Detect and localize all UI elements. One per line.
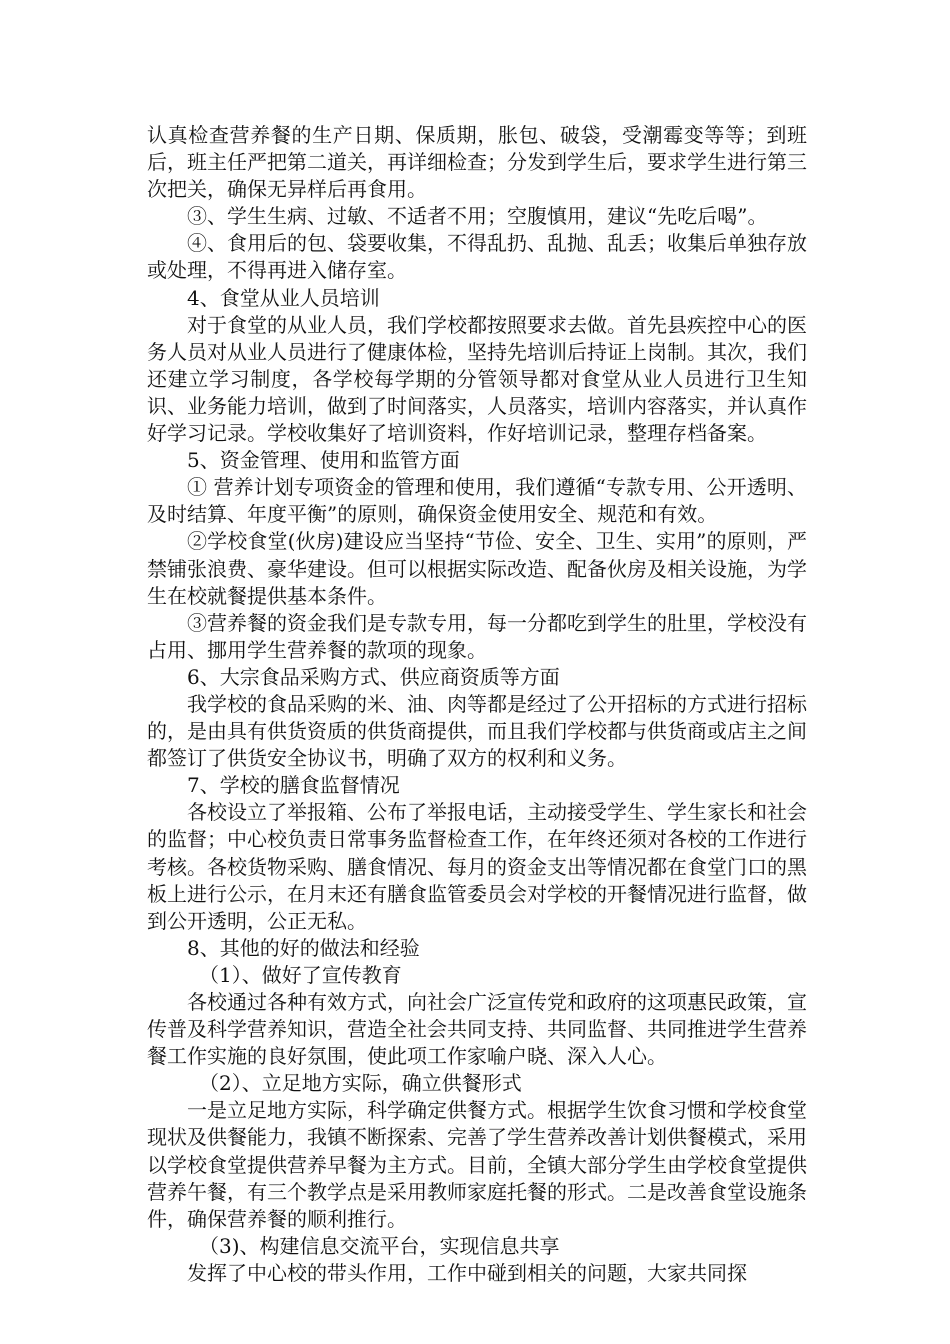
paragraph-item-4-packaging: ④、食用后的包、袋要收集，不得乱扔、乱抛、乱丢；收集后单独存放或处理，不得再进入储存室。 xyxy=(147,231,807,283)
paragraph-procurement: 我学校的食品采购的米、油、肉等都是经过了公开招标的方式进行招标的，是由具有供货资质的供货商提供，而且我们学校都与供货商或店主之间都签订了供货安全协议书，明确了双方的权利和义务。 xyxy=(147,691,807,771)
paragraph-staff-training: 对于食堂的从业人员，我们学校都按照要求去做。首先县疾控中心的医务人员对从业人员进行了健康体检，坚持先培训后持证上岗制。其次，我们还建立学习制度，各学校每学期的分管领导都对食堂从业人员进行卫生知识、业务能力培训，做到了时间落实，人员落实，培训内容落实，并认真作好学习记录。学校收集好了培训资料，作好培训记录，整理存档备案。 xyxy=(147,312,807,446)
paragraph-publicity: 各校通过各种有效方式，向社会广泛宣传党和政府的这项惠民政策，宣传普及科学营养知识，营造全社会共同支持、共同监督、共同推进学生营养餐工作实施的良好氛围，使此项工作家喻户晓、深入人心。 xyxy=(147,990,807,1069)
paragraph-meal-form: 一是立足地方实际，科学确定供餐方式。根据学生饮食习惯和学校食堂现状及供餐能力，我镇不断探索、完善了学生营养改善计划供餐模式，采用以学校食堂提供营养早餐为主方式。目前，全镇大部分学生由学校食堂提供营养午餐，有三个教学点是采用教师家庭托餐的形式。二是改善食堂设施条件，确保营养餐的顺利推行。 xyxy=(147,1098,807,1231)
subheading-info-sharing: （3)、构建信息交流平台，实现信息共享 xyxy=(199,1233,560,1258)
paragraph-info-sharing: 发挥了中心校的带头作用，工作中碰到相关的问题，大家共同探 xyxy=(187,1260,747,1285)
section-heading-procurement: 6、大宗食品采购方式、供应商资质等方面 xyxy=(187,664,560,689)
section-heading-meal-supervision: 7、学校的膳食监督情况 xyxy=(187,773,400,798)
paragraph-fund-item-3: ③营养餐的资金我们是专款专用，每一分都吃到学生的肚里，学校没有占用、挪用学生营养餐的款项的现象。 xyxy=(147,610,807,662)
section-heading-other-practices: 8、其他的好的做法和经验 xyxy=(187,935,420,960)
subheading-meal-form: （2）、立足地方实际，确立供餐形式 xyxy=(199,1071,522,1096)
paragraph-item-3-sick-students: ③、学生生病、过敏、不适者不用；空腹慎用，建议“先吃后喝”。 xyxy=(187,204,768,229)
paragraph-meal-supervision: 各校设立了举报箱、公布了举报电话，主动接受学生、学生家长和社会的监督；中心校负责日常事务监督检查工作，在年终还须对各校的工作进行考核。各校货物采购、膳食情况、每月的资金支出等情况都在食堂门口的黑板上进行公示，在月末还有膳食监管委员会对学校的开餐情况进行监督，做到公开透明，公正无私。 xyxy=(147,800,807,933)
paragraph-fund-item-1: ① 营养计划专项资金的管理和使用，我们遵循“专款专用、公开透明、及时结算、年度平衡”的原则，确保资金使用安全、规范和有效。 xyxy=(147,475,807,527)
section-heading-staff-training: 4、食堂从业人员培训 xyxy=(187,285,380,310)
paragraph-fund-item-2: ②学校食堂(伙房)建设应当坚持“节俭、安全、卫生、实用”的原则，严禁铺张浪费、豪华建设。但可以根据实际改造、配备伙房及相关设施，为学生在校就餐提供基本条件。 xyxy=(147,529,807,608)
subheading-publicity: （1）、做好了宣传教育 xyxy=(199,962,402,987)
document-body xyxy=(147,122,807,1287)
section-heading-fund-management: 5、资金管理、使用和监管方面 xyxy=(187,448,460,473)
paragraph-inspection-continued: 认真检查营养餐的生产日期、保质期，胀包、破袋，受潮霉变等等；到班后，班主任严把第二道关，再详细检查；分发到学生后，要求学生进行第三次把关，确保无异样后再食用。 xyxy=(147,123,807,202)
